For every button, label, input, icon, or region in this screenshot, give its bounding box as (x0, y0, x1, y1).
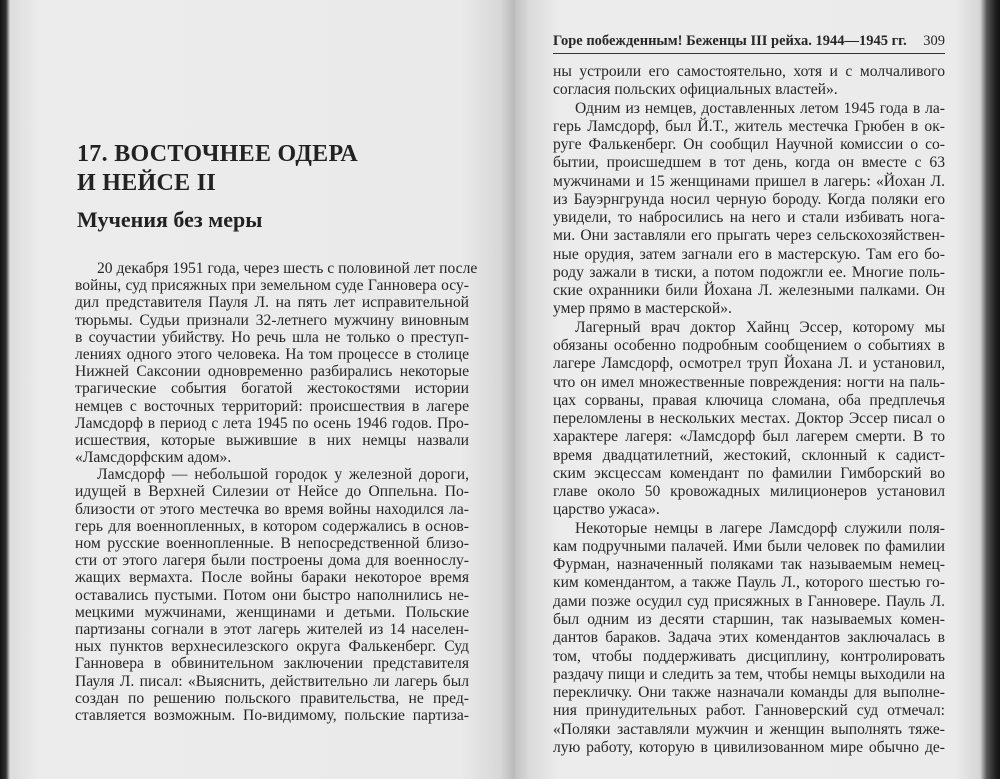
text-line: Одним из немцев, доставленных летом 1945 года в ла- (575, 99, 945, 117)
text-line: войны, суд присяжных при земельном суде Ганновера осу- (75, 277, 469, 295)
text-line: Пауля Л. писал: «Выяснить, действительно ли лагерь был (75, 672, 469, 690)
text-line: переломлены в нескольких местах. Доктор Эссер писал о (553, 410, 945, 428)
text-line: цах сорваны, правая ключица сломана, оба предплечья (553, 391, 945, 409)
text-line: трагические события богатой жестокостями истории (75, 380, 469, 398)
text-line: создан по решению польского правительства, не пред- (75, 689, 469, 707)
text-line: кам подручными палачей. Ими были человек по фамилии (553, 537, 945, 555)
text-line: партизаны согнали в этот лагерь жителей из 14 населен- (75, 620, 469, 638)
chapter-title-line: 17. ВОСТОЧНЕЕ ОДЕРА (77, 141, 358, 167)
text-line: близости от этого местечка во время войны находился ла- (75, 500, 469, 518)
paragraph (553, 63, 945, 100)
text-line: дил представителя Пауля Л. на пять лет исправительной (75, 294, 469, 312)
text-line: том, чтобы поддерживать дисциплину, контролировать (553, 647, 945, 665)
text-line: 20 декабря 1951 года, через шесть с половиной лет после (97, 260, 478, 277)
text-line: ном русские военнопленные. В непосредственной близо- (75, 535, 469, 552)
text-line: ные орудия, затем загнали его в мастерскую. Там его бо- (553, 245, 945, 263)
text-line: главе около 50 кровожадных милиционеров установил (553, 483, 945, 501)
paragraph (553, 100, 945, 319)
text-line: в соучастии убийству. Но речь шла не только о преступ- (75, 328, 469, 346)
text-line: что он имел множественные повреждения: ногти на паль- (553, 373, 945, 391)
text-line: Ганновера в обвинительном заключении представителя (75, 655, 469, 673)
text-line: немцев с восточных территорий: происшествия в лагере (75, 397, 469, 415)
text-line: герь Ламсдорф, был Й.Т., житель местечка Грюбен в ок- (553, 117, 945, 135)
text-line: ны устроили его самостоятельно, хотя и с молчаливого (553, 63, 945, 80)
paragraph (75, 260, 478, 467)
text-line: из Бауэрнгрунда носил черную бороду. Когда поляки его (553, 190, 945, 208)
text-line: «Поляки заставляли мужчин и женщин выполнять тяже- (553, 720, 945, 738)
chapter-title (77, 140, 358, 198)
text-line: лую работу, которую в цивилизованном мире обычно де- (553, 738, 945, 756)
text-line: сти от этого лагеря были построены дома для военнослу- (75, 552, 469, 570)
right-page-body (553, 63, 945, 757)
text-line: идущей в Верхней Силезии от Нейсе до Оппельна. По- (75, 483, 469, 501)
running-header (553, 33, 945, 54)
text-line: Ламсдорф в период с лета 1945 по осень 1946 годов. Про- (75, 414, 469, 432)
running-head-title: Горе побежденным! Беженцы III рейха. 1944—1945 гг. (553, 33, 907, 49)
text-line: Некоторые немцы в лагере Ламсдорф служили поля- (575, 519, 945, 537)
text-line: раздачу пищи и следить за тем, чтобы немцы выходили на (553, 665, 945, 683)
text-line: Фурман, назначенный поляками так называемым немец- (553, 556, 945, 574)
text-line: ские охранники били Йохана Л. железными палками. Он (553, 282, 945, 300)
paragraph (553, 319, 945, 520)
text-line: характере лагеря: «Ламсдорф был лагерем смерти. В то (553, 428, 945, 446)
text-line: исшествия, которые выжившие в них немцы назвали (75, 431, 469, 449)
text-line: царство ужаса». (553, 501, 660, 519)
text-line: дантов бараков. Задача этих комендантов заключалась в (553, 629, 945, 647)
text-line: жащих вермахта. После войны бараки некоторое время (75, 569, 469, 587)
text-line: оставались пустыми. Потом они быстро наполнились не- (75, 586, 469, 604)
section-title: Мучения без меры (77, 207, 263, 232)
text-line: Ламсдорф — небольшой городок у железной дороги, (97, 466, 469, 484)
text-line: время двадцатилетний, жестокий, склонный к садист- (553, 446, 945, 464)
text-line: согласия польских официальных властей». (553, 81, 838, 99)
text-line: руге Фалькенберг. Он сообщил Научной комиссии о со- (553, 136, 945, 154)
text-line: ния принудительных работ. Ганноверский суд отмечал: (553, 702, 945, 720)
text-line: ставляется возможным. По-видимому, польские партиза- (75, 706, 469, 724)
text-line: умер прямо в мастерской». (553, 300, 732, 318)
text-line: роду зажали в тиски, а потом подожгли ее. Многие поль- (553, 263, 945, 281)
text-line: бытии, происшедшем в тот день, когда он вместе с 63 (553, 154, 945, 172)
text-line: лениях одного этого человека. На том процессе в столице (75, 345, 469, 363)
text-line: перекличку. Они также назначали команды для выполне- (553, 684, 945, 702)
right-page (515, 0, 1000, 779)
chapter-title-line: И НЕЙСЕ II (77, 170, 217, 196)
text-line: лагере Ламсдорф, осмотрел труп Йохана Л. и установил, (553, 355, 945, 373)
paragraph (553, 520, 945, 757)
text-line: «Ламсдорфским адом». (75, 449, 232, 467)
text-line: был одним из десяти старшин, так называемых комен- (553, 610, 945, 628)
text-line: Лагерный врач доктор Хайнц Эссер, которому мы (575, 318, 945, 336)
page-number: 309 (923, 33, 945, 49)
text-line: обязаны особенно подробным сообщением о событиях в (553, 336, 945, 354)
text-line: Нижней Саксонии одновременно разбирались некоторые (75, 363, 469, 381)
text-line: ким комендантом, а также Пауль Л., которого шестью го- (553, 574, 945, 592)
text-line: тюрьмы. Судьи признали 32-летнего мужчину виновным (75, 311, 469, 329)
text-line: мецкими мужчинами, женщинами и детьми. Польские (75, 603, 469, 621)
text-line: ми. Они заставляли его прыгать через сельскохозяйствен- (553, 227, 945, 245)
paragraph (75, 466, 469, 724)
text-line: ных пунктов верхнесилезского округа Фалькенберг. Суд (75, 638, 469, 656)
text-line: ским эксцессам комендант по фамилии Гимборский во (553, 464, 945, 482)
text-line: герь для военнопленных, в котором содержались в основ- (75, 517, 469, 535)
text-line: мужчинами и 15 женщинами пришел в лагерь: «Йохан Л. (553, 172, 945, 190)
text-line: дами позже осудил суд присяжных в Ганновере. Пауль Л. (553, 592, 945, 610)
left-page-body (75, 260, 478, 724)
text-line: увидели, то набросились на него и стали избивать нога- (553, 209, 945, 227)
